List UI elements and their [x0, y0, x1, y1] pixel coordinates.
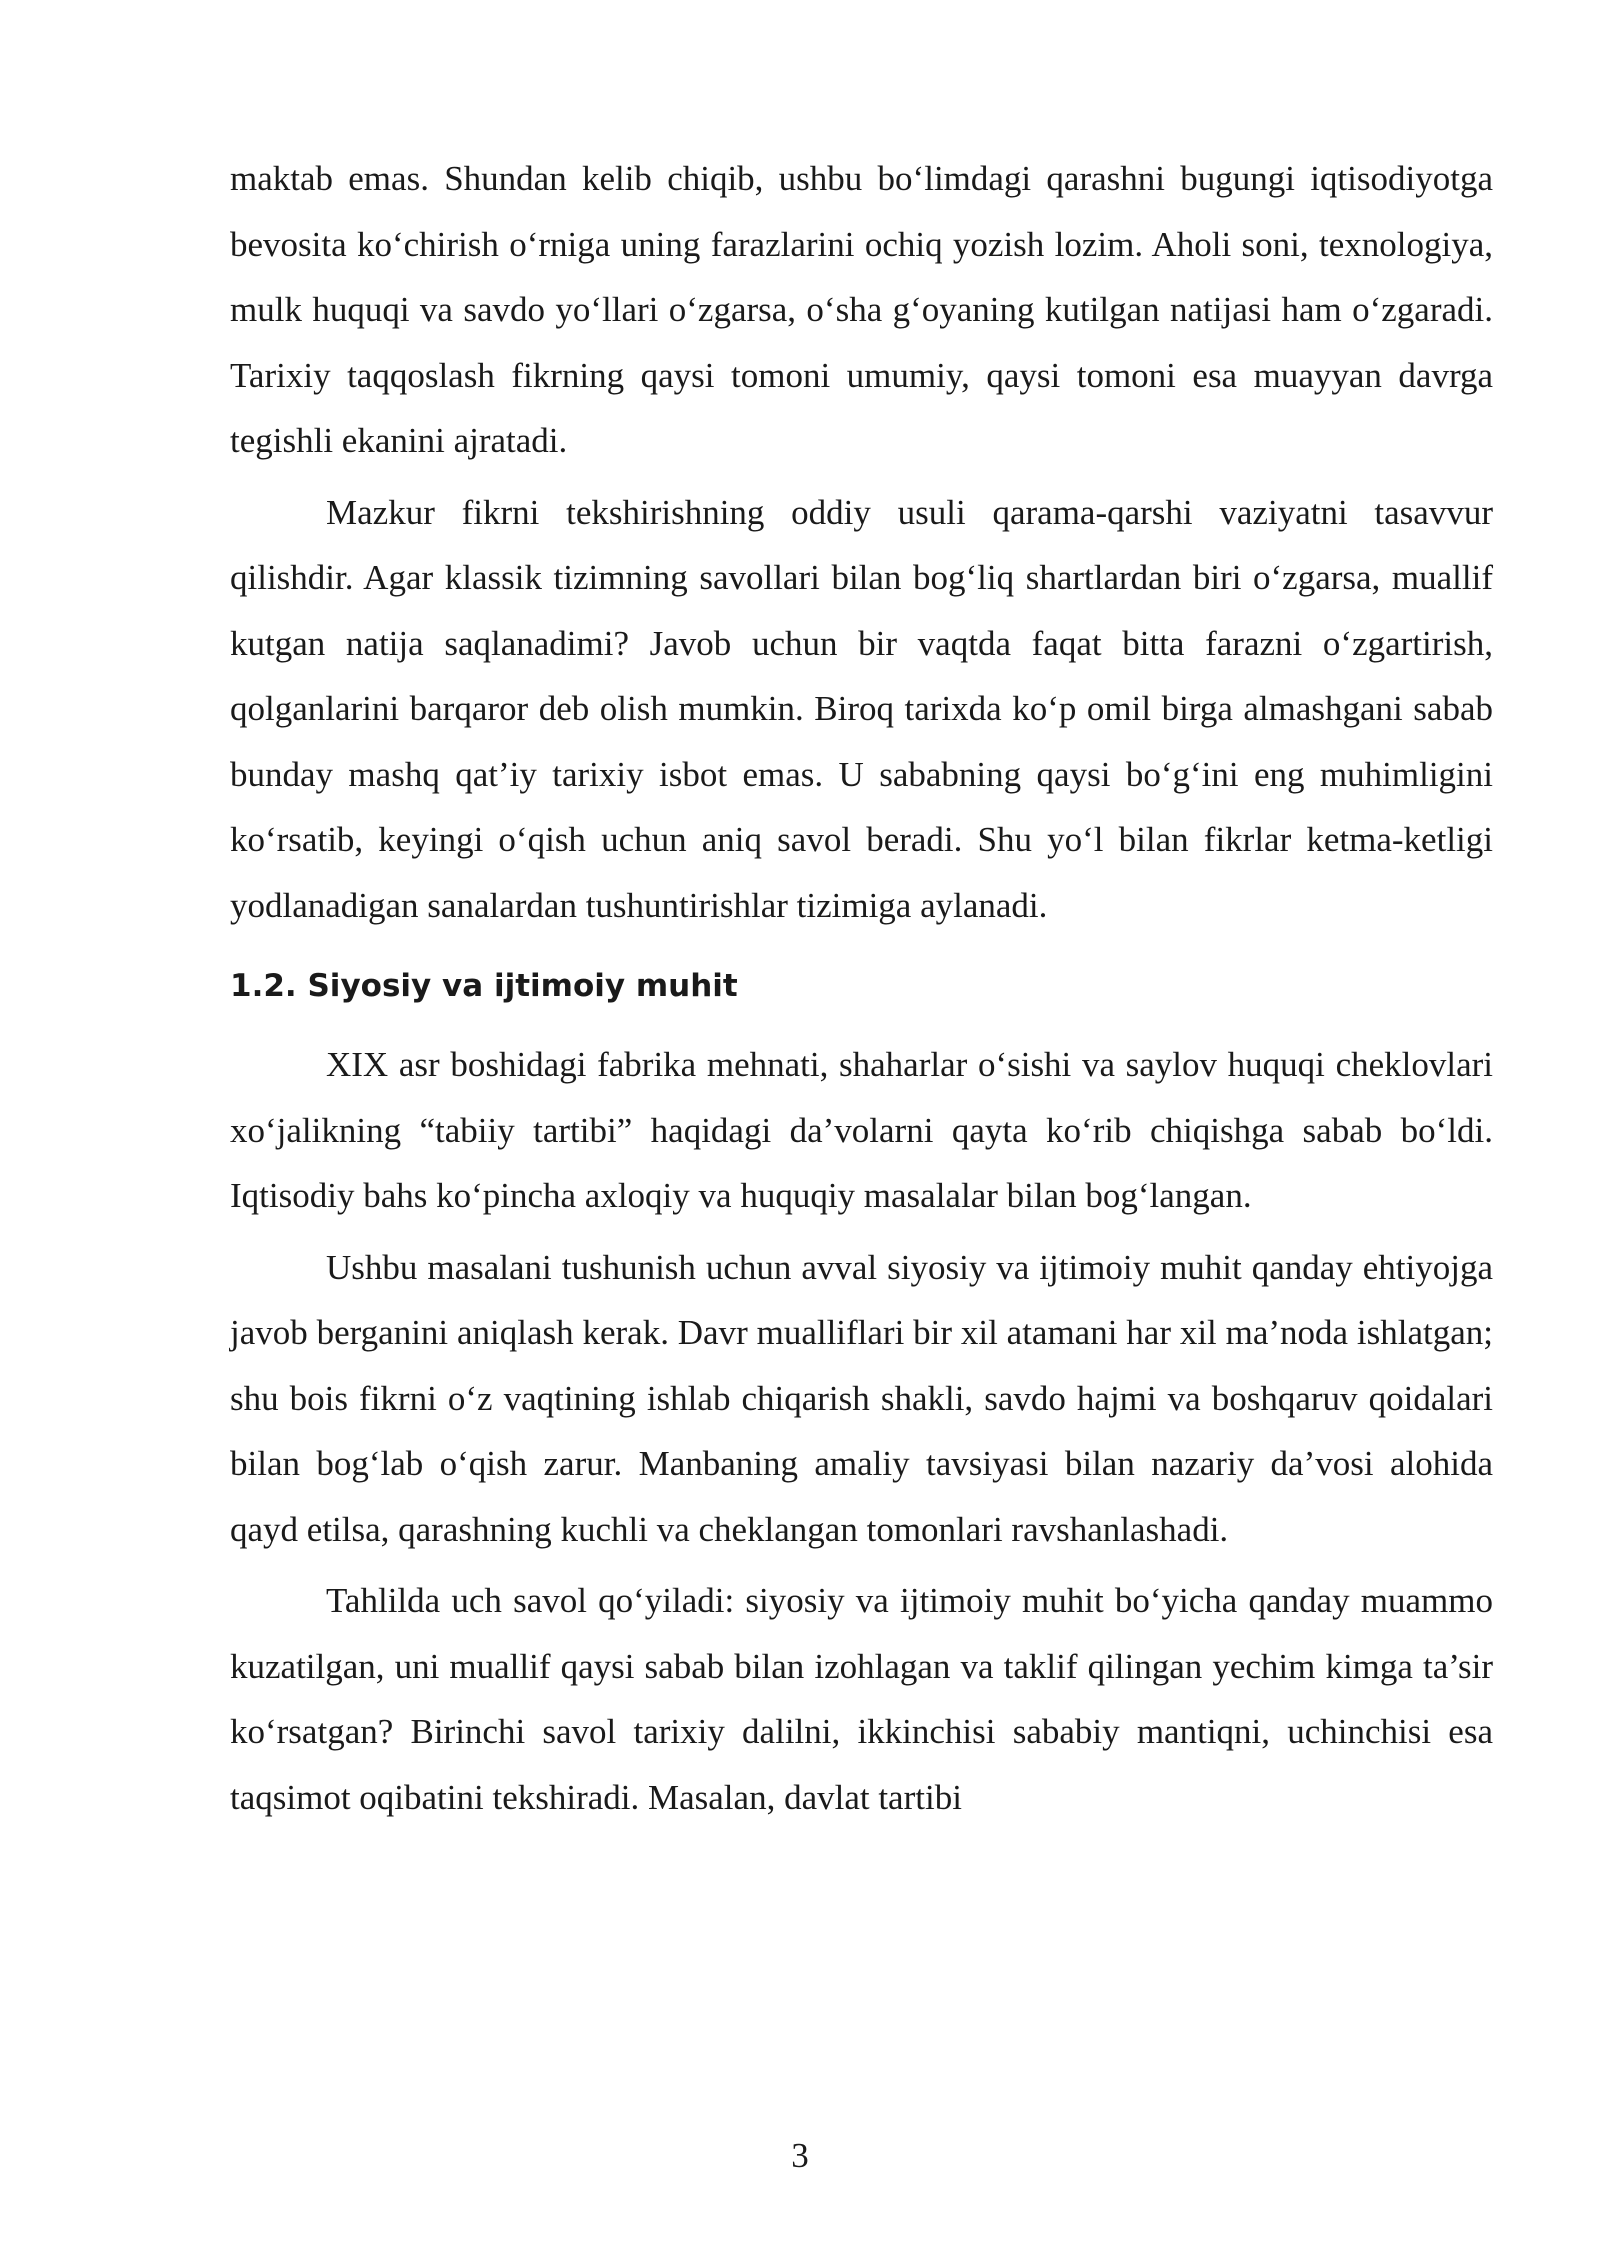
body-paragraph-continuation: maktab emas. Shundan kelib chiqib, ushbu bo‘limdagi qarashni bugungi iqtisodiyotga bevosita ko‘chirish o‘rniga uning farazlarini ochiq yozish lozim. Aholi soni, texnologiya, mulk huquqi va savdo yo‘llari o‘zgarsa, o‘sha g‘oyaning kutilgan natijasi ham o‘zgaradi. Tarixiy taqqoslash fikrning qaysi tomoni umumiy, qaysi tomoni esa muayyan davrga tegishli ekanini ajratadi.	[230, 159, 1493, 460]
body-paragraph: Ushbu masalani tushunish uchun avval siyosiy va ijtimoiy muhit qanday ehtiyojga javob berganini aniqlash kerak. Davr mualliflari bir xil atamani har xil ma’noda ishlatgan; shu bois fikrni o‘z vaqtining ishlab chiqarish shakli, savdo hajmi va boshqaruv qoidalari bilan bog‘lab o‘qish zarur. Manbaning amaliy tavsiyasi bilan nazariy da’vosi alohida qayd etilsa, qarashning kuchli va cheklangan tomonlari ravshanlashadi.	[230, 1247, 1493, 1549]
page-body	[230, 146, 1493, 1830]
body-paragraph: XIX asr boshidagi fabrika mehnati, shaharlar o‘sishi va saylov huquqi cheklovlari xo‘jalikning “tabiiy tartibi” haqidagi da’volarni qayta ko‘rib chiqishga sabab bo‘ldi. Iqtisodiy bahs ko‘pincha axloqiy va huquqiy masalalar bilan bog‘langan.	[230, 1045, 1493, 1215]
page-number: 3	[791, 2136, 809, 2175]
section-heading: 1.2. Siyosiy va ijtimoiy muhit	[230, 968, 738, 1004]
body-paragraph: Tahlilda uch savol qo‘yiladi: siyosiy va ijtimoiy muhit bo‘yicha qanday muammo kuzatilgan, uni muallif qaysi sabab bilan izohlagan va taklif qilingan yechim kimga ta’sir ko‘rsatgan? Birinchi savol tarixiy dalilni, ikkinchisi sababiy mantiqni, uchinchisi esa taqsimot oqibatini tekshiradi. Masalan, davlat tartibi	[230, 1581, 1493, 1817]
body-paragraph: Mazkur fikrni tekshirishning oddiy usuli qarama-qarshi vaziyatni tasavvur qilishdir. Agar klassik tizimning savollari bilan bog‘liq shartlardan biri o‘zgarsa, muallif kutgan natija saqlanadimi? Javob uchun bir vaqtda faqat bitta farazni o‘zgartirish, qolganlarini barqaror deb olish mumkin. Biroq tarixda ko‘p omil birga almashgani sabab bunday mashq qat’iy tarixiy isbot emas. U sababning qaysi bo‘g‘ini eng muhimligini ko‘rsatib, keyingi o‘qish uchun aniq savol beradi. Shu yo‘l bilan fikrlar ketma-ketligi yodlanadigan sanalardan tushuntirishlar tizimiga aylanadi.	[230, 492, 1493, 925]
